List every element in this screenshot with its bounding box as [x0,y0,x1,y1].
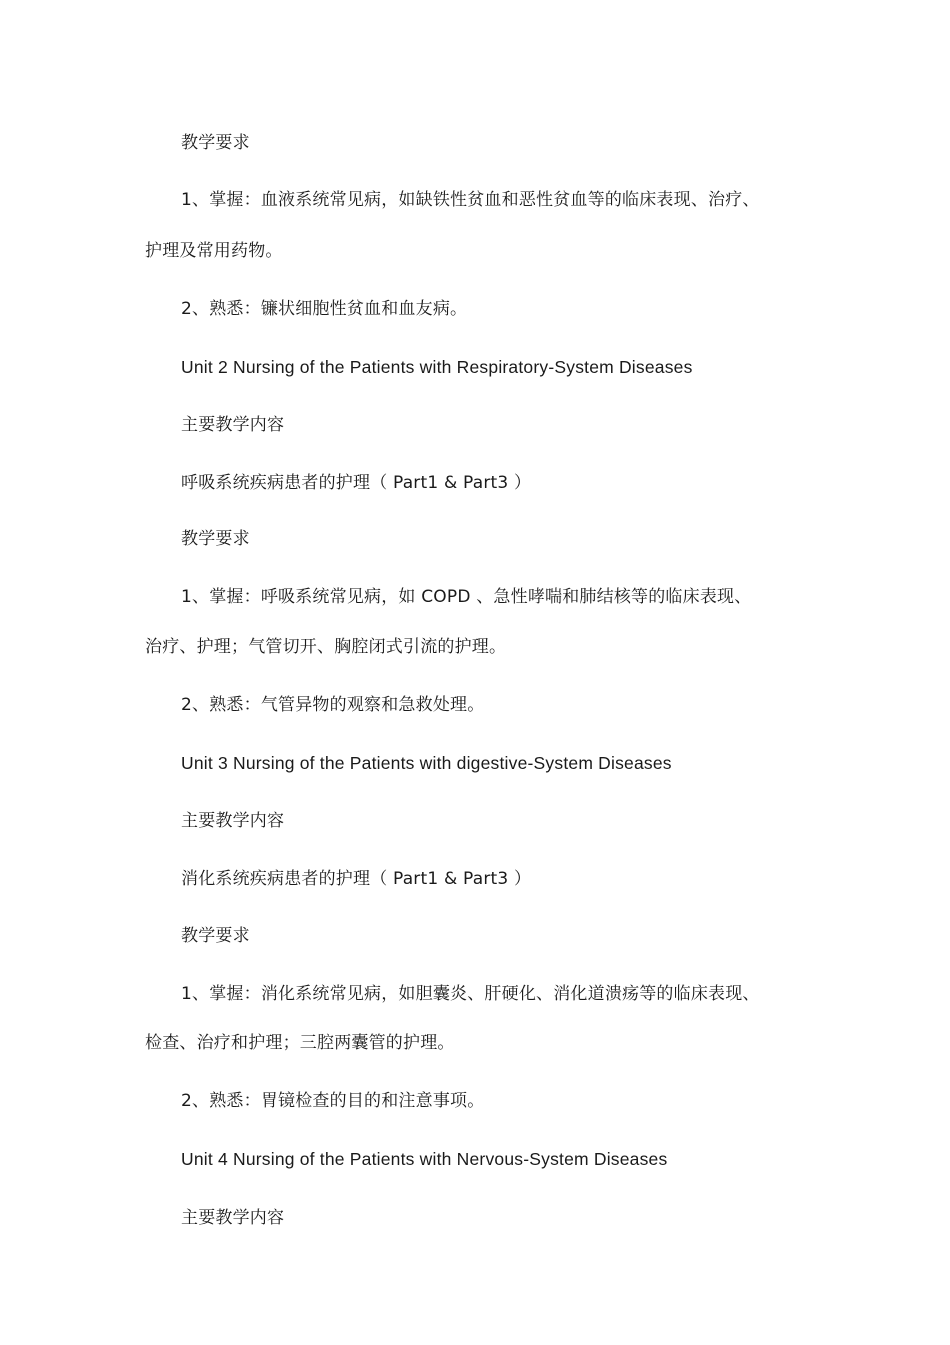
paragraph-line: 1、掌握：消化系统常见病，如胆囊炎、肝硬化、消化道溃疡等的临床表现、 [181,984,760,1004]
section-heading-main-content: 主要教学内容 [181,415,285,435]
paragraph-line: 呼吸系统疾病患者的护理（ Part1 & Part3 ） [181,473,532,493]
section-heading-main-content: 主要教学内容 [181,811,285,831]
paragraph-line: 2、熟悉：镰状细胞性贫血和血友病。 [181,299,468,319]
paragraph-line: 护理及常用药物。 [145,241,283,261]
paragraph-line: 治疗、护理；气管切开、胸腔闭式引流的护理。 [145,637,507,657]
paragraph-line: 2、熟悉：气管异物的观察和急救处理。 [181,695,485,715]
paragraph-line: 检查、治疗和护理；三腔两囊管的护理。 [145,1033,455,1053]
section-heading-teaching-requirements: 教学要求 [181,529,250,549]
unit-title: Unit 2 Nursing of the Patients with Respiratory-System Diseases [181,357,693,377]
paragraph-line: 1、掌握：血液系统常见病，如缺铁性贫血和恶性贫血等的临床表现、治疗、 [181,190,760,210]
unit-title: Unit 4 Nursing of the Patients with Nervous-System Diseases [181,1149,668,1169]
unit-title: Unit 3 Nursing of the Patients with digestive-System Diseases [181,753,672,773]
section-heading-teaching-requirements: 教学要求 [181,926,250,946]
paragraph-line: 消化系统疾病患者的护理（ Part1 & Part3 ） [181,869,532,889]
paragraph-line: 1、掌握：呼吸系统常见病，如 COPD 、急性哮喘和肺结核等的临床表现、 [181,587,752,607]
section-heading-teaching-requirements: 教学要求 [181,133,250,153]
paragraph-line: 2、熟悉：胃镜检查的目的和注意事项。 [181,1091,485,1111]
section-heading-main-content: 主要教学内容 [181,1208,285,1228]
